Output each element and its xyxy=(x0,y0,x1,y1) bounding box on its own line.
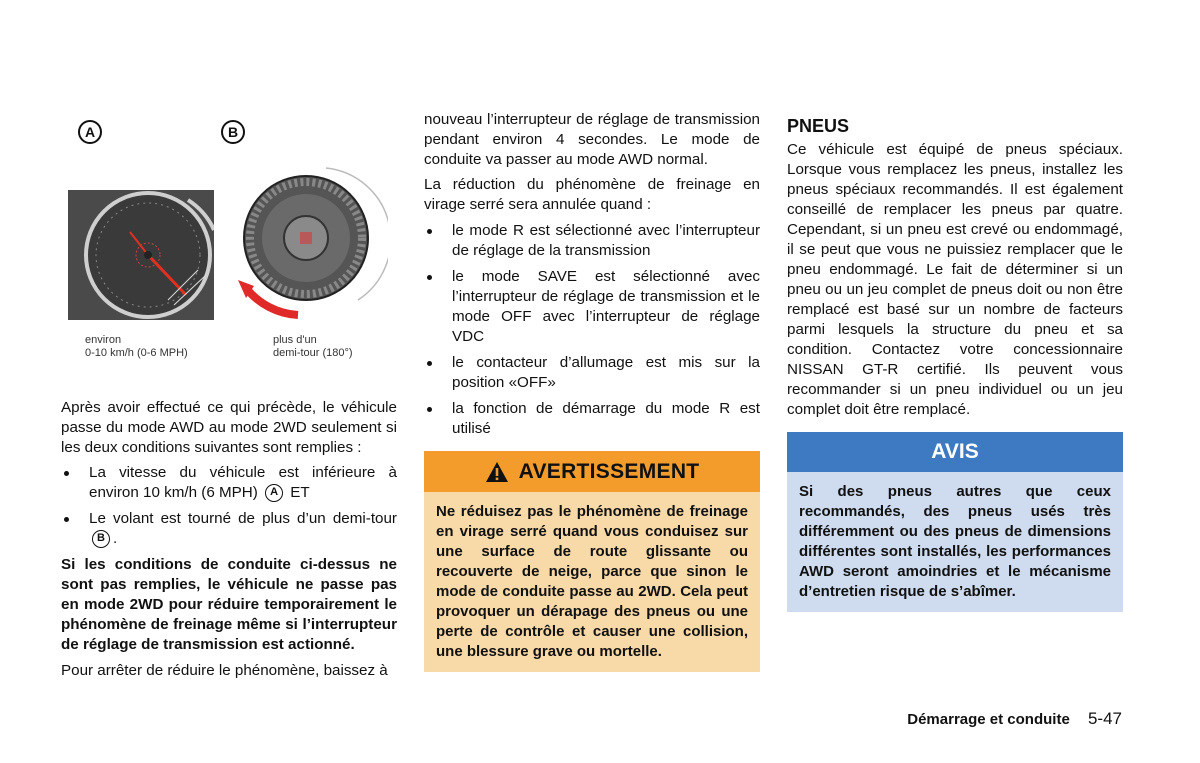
warning-box xyxy=(424,451,760,672)
caption-a: environ 0-10 km/h (0-6 MPH) xyxy=(85,334,188,359)
cancel-list xyxy=(424,221,760,439)
warning-header xyxy=(424,451,760,492)
label-a: A xyxy=(78,120,102,144)
caption-b: plus d'un demi-tour (180°) xyxy=(273,334,353,359)
column-right xyxy=(787,110,1123,612)
warning-title: AVERTISSEMENT xyxy=(518,459,700,483)
notice-box xyxy=(787,432,1123,612)
list-item: La vitesse du véhicule est inférieure à environ 10 km/h (6 MPH) A ET xyxy=(61,463,397,503)
tires-paragraph: Ce véhicule est équipé de pneus spéciaux. Lorsque vous remplacez les pneus, installez les pneus spéciaux recommandés. Il est également conseillé de remplacer les pneus par quatre. Cependant, si un pneu est crevé ou endommagé, il se peut que vous ne puissiez remplacer que le pneu endommagé. Le fait de déterminer si un pneu ou un jeu complet de pneus doit ou non être remplacé est basé sur un nombre de facteurs parmi lesquels la structure du pneu et sa condition. Contactez votre concessionnaire NISSAN GT-R certifié. Ils peuvent vous recommander si un pneu individuel ou un jeu complet doit être remplacé. xyxy=(787,141,1123,418)
circled-b-marker: B xyxy=(92,530,110,548)
column-left xyxy=(61,398,397,681)
speedometer-illustration xyxy=(68,190,214,320)
list-item: le mode SAVE est sélectionné avec l’interrupteur de réglage de transmission et le mode OFF avec l’interrupteur de réglage VDC xyxy=(424,267,760,347)
list-item: la fonction de démarrage du mode R est utilisé xyxy=(424,399,760,439)
steering-wheel-illustration xyxy=(238,160,388,320)
intro-paragraph: Après avoir effectué ce qui précède, le véhicule passe du mode AWD au mode 2WD seulement si les deux conditions suivantes sont remplies : xyxy=(61,399,397,456)
warning-text: Ne réduisez pas le phénomène de freinage en virage serré quand vous conduisez sur une surface de route glissante ou recouverte de neige, parce que sinon le mode de conduite passe au 2WD. Cela peut provoquer un dérapage des pneus ou une perte de contrôle et causer une collision, une blessure grave ou mortelle. xyxy=(436,503,748,660)
notice-text: Si des pneus autres que ceux recommandés, des pneus usés très différemment ou des pneus de dimensions différentes sont installés, les performances AWD seront amoindries et le mécanisme d’entretien risque de s’abîmer. xyxy=(799,483,1111,600)
last-paragraph: Pour arrêter de réduire le phénomène, baissez à xyxy=(61,662,388,679)
bold-paragraph: Si les conditions de conduite ci-dessus ne sont pas remplies, le véhicule ne passe pas en mode 2WD pour réduire temporairement le phénomène de freinage même si l’interrupteur de réglage de transmission est actionné. xyxy=(61,556,397,653)
page-footer xyxy=(907,709,1122,729)
conditions-list xyxy=(61,463,397,549)
circled-a-marker: A xyxy=(265,484,283,502)
list-item: le contacteur d’allumage est mis sur la position «OFF» xyxy=(424,353,760,393)
warning-triangle-icon xyxy=(485,461,509,483)
list-item: le mode R est sélectionné avec l’interrupteur de réglage de la transmission xyxy=(424,221,760,261)
label-b: B xyxy=(221,120,245,144)
section-heading: PNEUS xyxy=(787,116,850,136)
continuation-paragraph: nouveau l’interrupteur de réglage de transmission pendant environ 4 secondes. Le mode de conduite va passer au mode AWD normal. xyxy=(424,111,760,168)
illustration-figure xyxy=(68,118,398,368)
section-title: Démarrage et conduite xyxy=(907,711,1070,728)
notice-header: AVIS xyxy=(787,432,1123,472)
column-middle xyxy=(424,110,760,672)
cancel-paragraph: La réduction du phénomène de freinage en virage serré sera annulée quand : xyxy=(424,176,760,213)
list-item: Le volant est tourné de plus d’un demi-tour B . xyxy=(61,509,397,549)
page-number: 5-47 xyxy=(1087,709,1122,728)
